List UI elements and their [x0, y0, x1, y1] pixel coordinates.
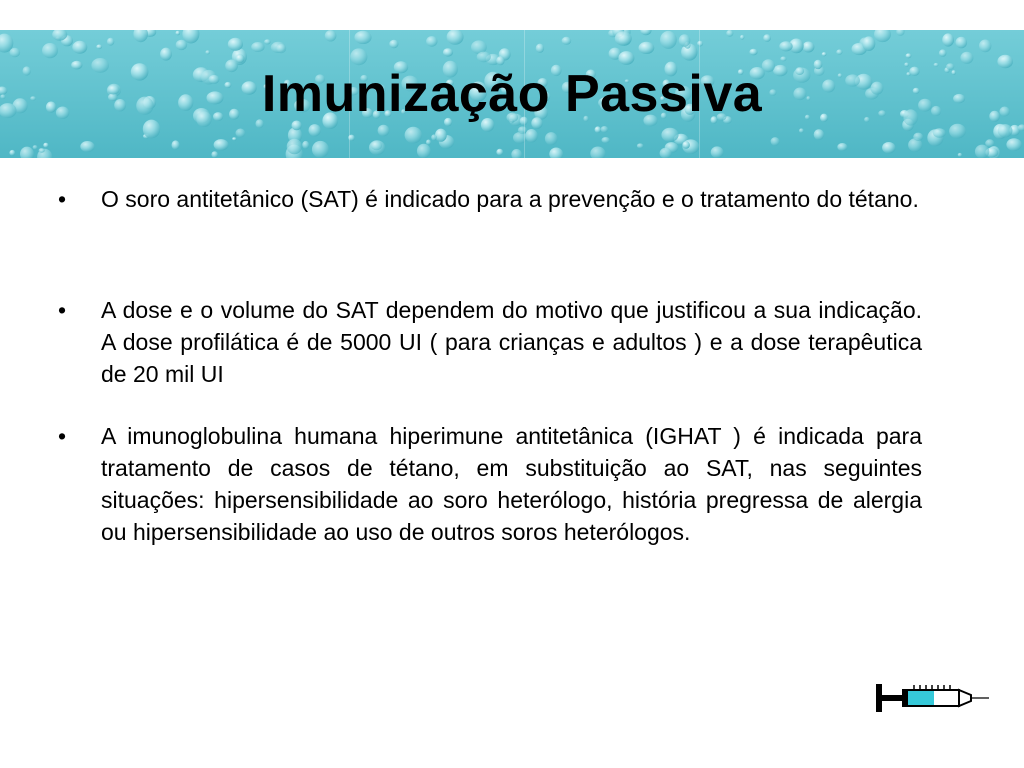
bullet-item: [58, 183, 922, 215]
bullet-text: O soro antitetânico (SAT) é indicado para a prevenção e o tratamento do tétano.: [101, 186, 919, 212]
bullet-item: [58, 294, 922, 390]
slide-title: Imunização Passiva: [261, 65, 763, 123]
bullet-marker: •: [58, 297, 67, 323]
bullet-item: [58, 420, 922, 548]
syringe-icon: [874, 680, 990, 716]
bullet-text: A imunoglobulina humana hiperimune antitetânica (IGHAT ) é indicada para tratamento de casos de tétano, em substituição ao SAT, nas seguintes situações: hipersensibilidade ao soro heterólogo, história pregressa de alergia ou hipersensibilidade ao uso de outros soros heterólogos.: [101, 423, 922, 545]
bullet-marker: •: [58, 423, 67, 449]
bullet-list: [58, 183, 922, 548]
bullet-text: A dose e o volume do SAT dependem do motivo que justificou a sua indicação. A dose profilática é de 5000 UI ( para crianças e adultos ) e a dose terapêutica de 20 mil UI: [101, 297, 922, 387]
bullet-marker: •: [58, 186, 67, 212]
